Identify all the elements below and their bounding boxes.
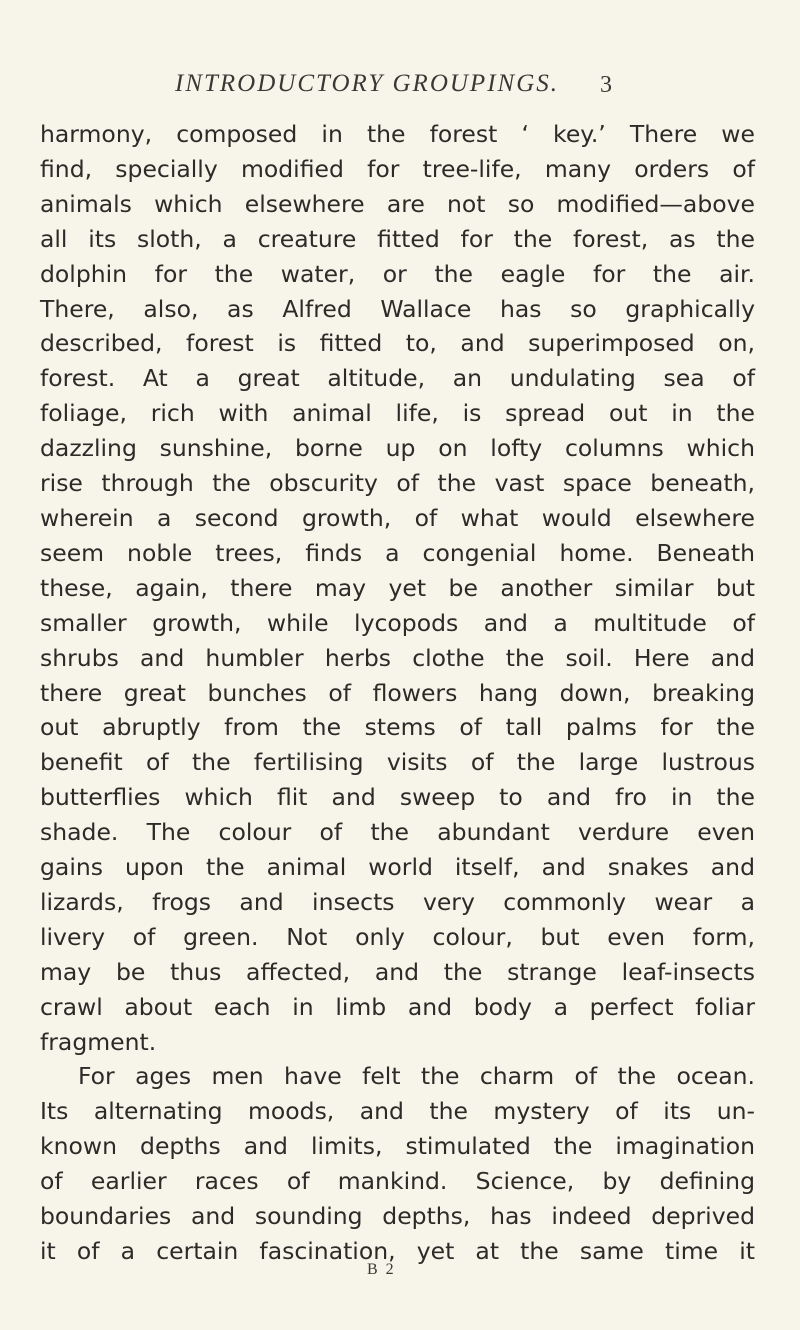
text-line: seem noble trees, finds a congenial home. Beneath <box>40 538 755 567</box>
text-line: For ages men have felt the charm of the ocean. <box>78 1062 755 1091</box>
text-line: boundaries and sounding depths, has indeed deprived <box>40 1202 755 1231</box>
text-line: gains upon the animal world itself, and snakes and <box>40 853 755 882</box>
text-line: shade. The colour of the abundant verdure even <box>40 818 755 847</box>
text-line: described, forest is fitted to, and superimposed on, <box>40 329 755 358</box>
text-line: crawl about each in limb and body a perfect foliar <box>40 992 755 1021</box>
text-line: butterflies which flit and sweep to and fro in the <box>40 783 755 812</box>
text-line: harmony, composed in the forest ‘ key.’ There we <box>40 120 755 148</box>
text-line: foliage, rich with animal life, is spread out in the <box>40 399 755 428</box>
text-line: dazzling sunshine, borne up on lofty columns which <box>40 434 755 463</box>
text-line: There, also, as Alfred Wallace has so graphically <box>40 294 755 323</box>
signature-mark: B 2 <box>367 1261 396 1278</box>
text-line: lizards, frogs and insects very commonly wear a <box>40 887 755 916</box>
page-number: 3 <box>600 72 612 98</box>
text-line: benefit of the fertilising visits of the large lustrous <box>40 748 755 777</box>
text-line: fragment. <box>40 1027 157 1056</box>
text-line: forest. At a great altitude, an undulating sea of <box>40 364 755 393</box>
text-line: wherein a second growth, of what would elsewhere <box>40 503 755 532</box>
text-line: Its alternating moods, and the mystery of its un- <box>40 1097 755 1126</box>
text-line: find, specially modified for tree-life, many orders of <box>40 154 755 183</box>
text-line: rise through the obscurity of the vast space beneath, <box>40 469 755 498</box>
text-line: may be thus affected, and the strange leaf-insects <box>40 957 755 986</box>
text-line: known depths and limits, stimulated the imagination <box>40 1132 755 1161</box>
text-line: of earlier races of mankind. Science, by defining <box>40 1167 755 1196</box>
body-text <box>40 117 755 1269</box>
text-line: out abruptly from the stems of tall palms for the <box>40 713 755 742</box>
text-line: there great bunches of flowers hang down, breaking <box>40 678 755 707</box>
text-line: smaller growth, while lycopods and a multitude of <box>40 608 755 637</box>
text-line: animals which elsewhere are not so modified—above <box>40 189 755 218</box>
running-title: INTRODUCTORY GROUPINGS. <box>175 70 560 97</box>
text-line: shrubs and humbler herbs clothe the soil. Here and <box>40 643 755 672</box>
text-line: all its sloth, a creature fitted for the forest, as the <box>40 224 755 253</box>
text-line: it of a certain fascination, yet at the same time it <box>40 1237 755 1265</box>
text-line: these, again, there may yet be another similar but <box>40 573 755 602</box>
text-line: livery of green. Not only colour, but even form, <box>40 922 755 951</box>
text-line: dolphin for the water, or the eagle for the air. <box>40 259 755 288</box>
